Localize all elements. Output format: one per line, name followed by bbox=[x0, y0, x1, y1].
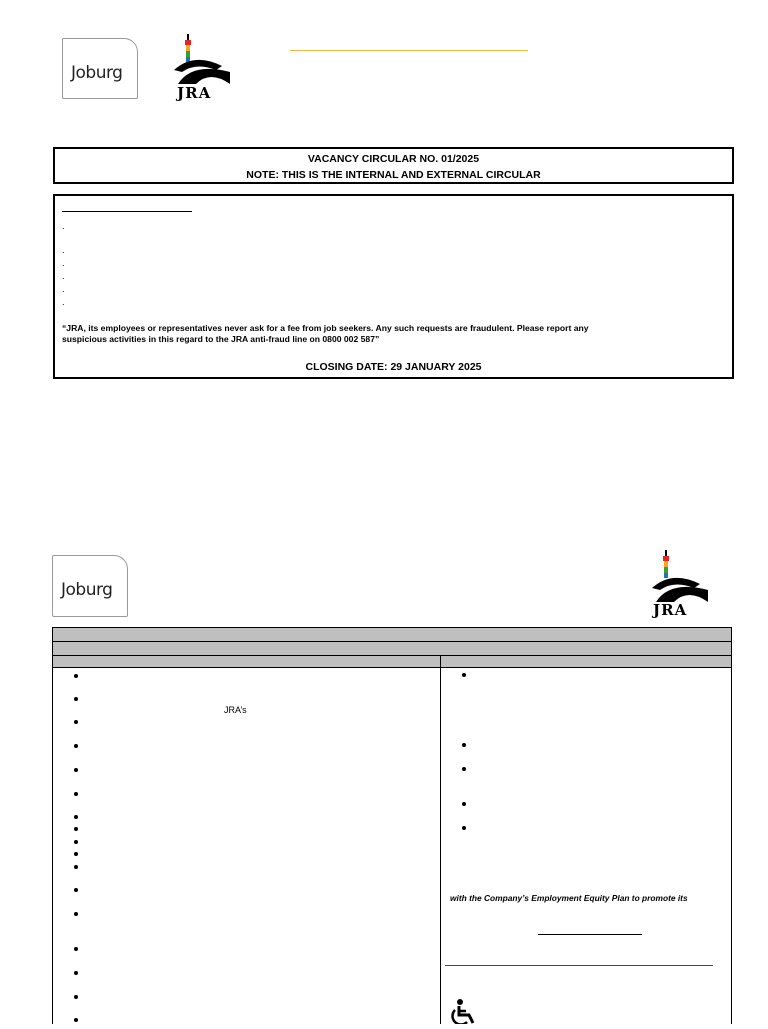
notice-bullet: . bbox=[62, 297, 65, 307]
header-rule bbox=[290, 50, 528, 51]
notice-heading-underline bbox=[62, 211, 192, 212]
duty-bullet bbox=[74, 852, 78, 856]
joburg-logo-text: Joburg bbox=[71, 63, 123, 83]
duty-bullet bbox=[74, 792, 78, 796]
duty-bullet bbox=[74, 840, 78, 844]
duty-bullet bbox=[74, 697, 78, 701]
joburg-logo-page2 bbox=[52, 555, 128, 617]
table-title-row bbox=[52, 627, 732, 642]
joburg-logo-text: Joburg bbox=[61, 580, 113, 600]
duty-bullet bbox=[74, 815, 78, 819]
jra-logo-text: JRA bbox=[653, 601, 688, 619]
notice-box bbox=[53, 194, 734, 379]
notice-bullet: . bbox=[62, 258, 65, 268]
circular-title-box bbox=[53, 147, 734, 184]
duty-bullet bbox=[74, 947, 78, 951]
notice-bullet: . bbox=[62, 271, 65, 281]
duty-bullet bbox=[74, 995, 78, 999]
requirement-bullet bbox=[462, 673, 466, 677]
fraud-warning-line-1: “JRA, its employees or representatives never ask for a fee from job seekers. Any such requests are fraudulent. Please report any bbox=[62, 323, 589, 333]
jra-logo-text: JRA bbox=[177, 84, 212, 102]
duty-bullet bbox=[74, 768, 78, 772]
duty-bullet bbox=[74, 674, 78, 678]
requirement-bullet bbox=[462, 826, 466, 830]
ee-underline bbox=[538, 934, 642, 935]
duty-bullet bbox=[74, 971, 78, 975]
table-body-right-border bbox=[731, 667, 732, 1024]
jra-reference-text: JRA’s bbox=[224, 705, 247, 715]
joburg-logo bbox=[62, 38, 138, 99]
duty-bullet bbox=[74, 1018, 78, 1022]
duty-bullet bbox=[74, 865, 78, 869]
closing-date: CLOSING DATE: 29 JANUARY 2025 bbox=[305, 361, 482, 373]
jra-logo-page2 bbox=[648, 548, 710, 618]
ee-blue-link-rule bbox=[445, 965, 713, 966]
duty-bullet bbox=[74, 827, 78, 831]
wheelchair-icon bbox=[448, 998, 488, 1024]
duty-bullet bbox=[74, 744, 78, 748]
fraud-warning-line-2: suspicious activities in this regard to the JRA anti-fraud line on 0800 002 587” bbox=[62, 334, 380, 344]
duty-bullet bbox=[74, 912, 78, 916]
notice-bullet: . bbox=[62, 284, 65, 294]
table-header-left bbox=[52, 655, 441, 668]
requirement-bullet bbox=[462, 743, 466, 747]
table-header-right bbox=[440, 655, 732, 668]
notice-bullet: . bbox=[62, 245, 65, 255]
employment-equity-text: with the Company’s Employment Equity Plan to promote its bbox=[450, 893, 688, 903]
notice-bullet: . bbox=[62, 221, 65, 231]
duty-bullet bbox=[74, 720, 78, 724]
circular-number: VACANCY CIRCULAR NO. 01/2025 bbox=[307, 153, 480, 165]
table-subtitle-row bbox=[52, 641, 732, 656]
requirement-bullet bbox=[462, 767, 466, 771]
table-body-divider bbox=[440, 667, 441, 1024]
duty-bullet bbox=[74, 888, 78, 892]
circular-note: NOTE: THIS IS THE INTERNAL AND EXTERNAL CIRCULAR bbox=[246, 169, 541, 181]
table-body-left-border bbox=[52, 667, 53, 1024]
requirement-bullet bbox=[462, 802, 466, 806]
jra-logo bbox=[172, 32, 234, 100]
